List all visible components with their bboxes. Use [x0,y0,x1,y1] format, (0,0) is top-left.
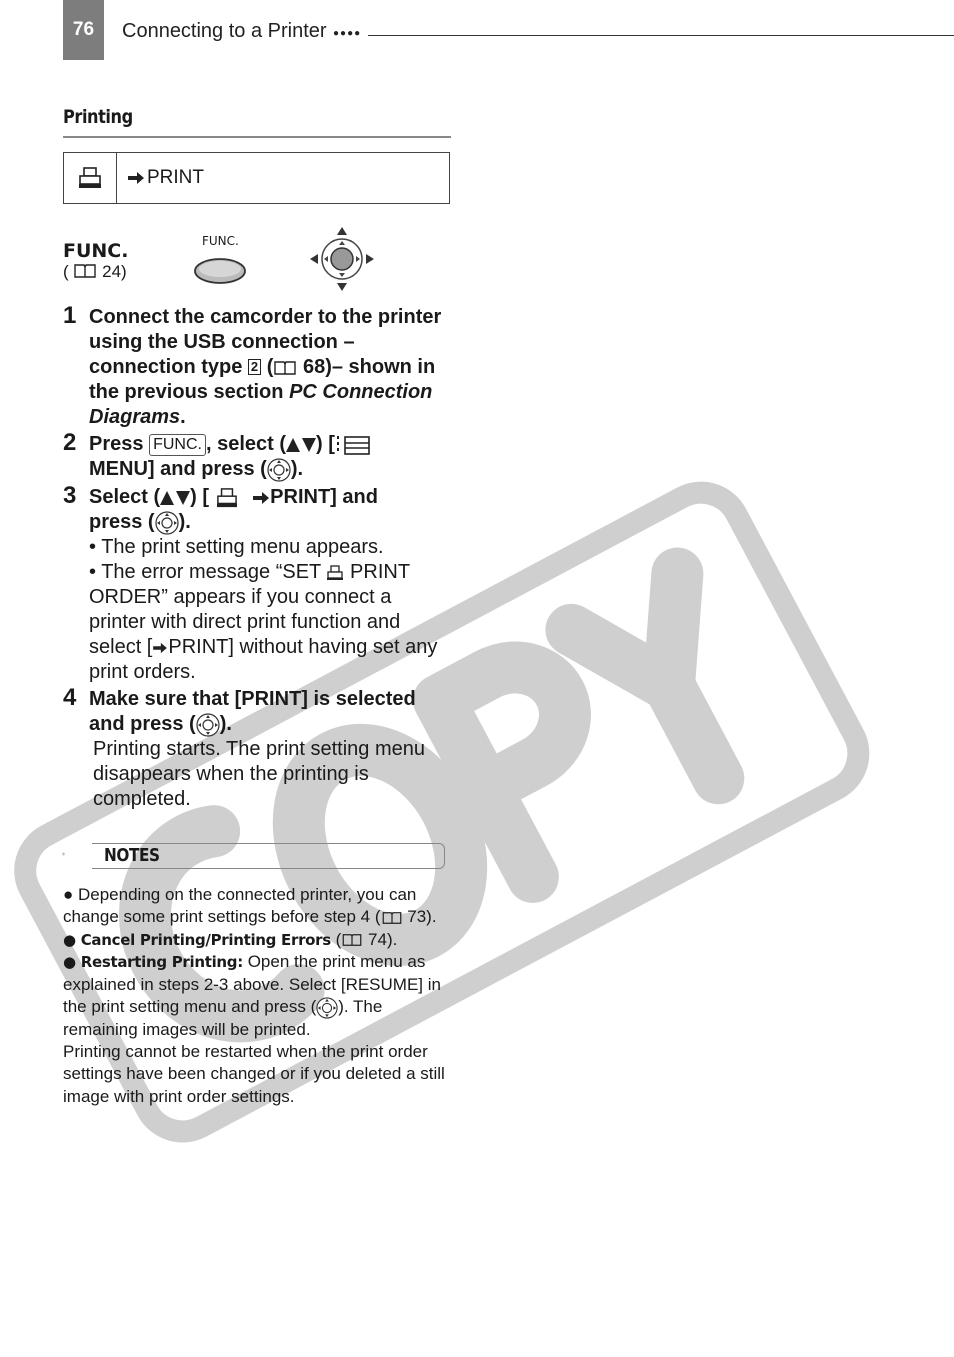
step-3-bullet-2-a: • The error message “SET [89,561,321,583]
note-2-paren: ( [335,929,342,949]
connection-type-box: 2 [248,359,261,375]
arrow-right-icon [127,171,145,185]
func-ref-page: 24) [102,262,127,281]
step-4-end: ). [219,713,232,735]
header-rule [368,35,954,36]
header-title: Connecting to a Printer [122,20,327,42]
header-dots: ●●●● [333,28,362,39]
func-key: FUNC. [149,434,206,456]
step-1-line-a: Connect the camcorder to the printer using the USB connection – connection type [89,306,442,378]
step-3-select: Select ( [89,486,161,508]
notes-body [63,884,453,1108]
mode-box-text: PRINT [147,167,204,188]
note-3-a: Open the print menu as explained in steps 2-3 above. Select [RESUME] in the print setting menu and press ( [63,952,441,1017]
note-4: Printing cannot be restarted when the print order settings have been changed or if you deleted a still image with print order settings. [63,1041,445,1106]
func-button-icon [193,257,247,285]
step-3-number: 3 [63,482,77,509]
notes-title: NOTES [104,845,160,866]
joystick-press-icon [267,458,291,482]
book-icon [73,263,97,279]
step-2-select: , select ( [205,433,286,455]
note-3-b: ). The remaining images will be printed. [63,997,383,1039]
step-3-text [89,485,451,685]
book-icon [273,360,297,376]
step-2-menu-and-press: MENU] and press ( [89,458,267,480]
section-rule [63,136,451,138]
menu-icon [335,434,371,456]
step-3-bullet-1: • The print setting menu appears. [89,536,384,558]
note-2 [63,929,453,951]
section-heading: Printing [63,106,133,128]
note-2-end: 74). [368,929,398,949]
step-3-bullet-2-c: PRINT] without having set any print orders. [89,636,438,683]
step-2-bracket: ) [ [316,433,335,455]
print-order-icon [326,564,344,582]
func-label: FUNC. [63,240,129,262]
step-4-result: Printing starts. The print setting menu disappears when the printing is completed. [93,738,426,810]
joystick-press-icon [316,997,338,1019]
func-page-ref [63,262,127,282]
note-1-text: ● Depending on the connected printer, you can change some print settings before step 4 ( [63,885,417,927]
mode-box-label [117,153,449,203]
book-icon [341,933,363,947]
step-3-end: ). [178,511,191,533]
step-2-text [89,432,451,482]
step-1-italic-ref: PC Connection Diagrams [89,381,433,428]
step-2-end: ). [290,458,304,480]
step-1-text [89,305,451,430]
func-button-caption: FUNC. [202,234,239,248]
step-3-bullet-2-b: PRINT ORDER” appears if you connect a printer with direct print function and select [ [89,561,410,658]
printer-icon [78,167,102,189]
step-2-number: 2 [63,429,77,456]
joystick-press-icon [196,713,220,737]
note-1 [63,884,453,929]
page-number: 76 [63,0,104,60]
step-3-bracket: ) [ [190,486,210,508]
step-3-press: press ( [89,511,155,533]
step-1-end: . [180,406,186,428]
step-1-line-b: 68)– shown in the previous section [89,356,436,403]
step-4-number: 4 [63,684,77,711]
step-4-text [89,687,451,812]
mode-box-icon-cell [64,153,117,203]
up-down-arrows-icon [160,490,190,506]
arrow-right-icon [152,642,168,654]
note-2-bold: ● Cancel Printing/Printing Errors [63,930,331,949]
step-1-paren: ( [266,356,274,378]
mode-box [63,152,450,204]
step-1-number: 1 [63,302,77,329]
joystick-icon [308,225,376,293]
info-icon [62,837,96,871]
note-1-end: 73). [407,907,437,927]
up-down-arrows-icon [286,437,316,453]
note-3 [63,951,453,1041]
step-4-line-a: Make sure that [PRINT] is selected and press ( [89,688,416,735]
arrow-right-icon [252,491,270,505]
step-2-press: Press [89,433,144,455]
step-3-bullet-2 [89,560,451,685]
step-3-print-label: PRINT] and [270,486,378,508]
printer-icon [215,488,239,508]
joystick-press-icon [155,511,179,535]
note-3-bold: ● Restarting Printing: [63,953,243,972]
func-ref-open: ( [63,262,69,281]
book-icon [381,911,403,925]
